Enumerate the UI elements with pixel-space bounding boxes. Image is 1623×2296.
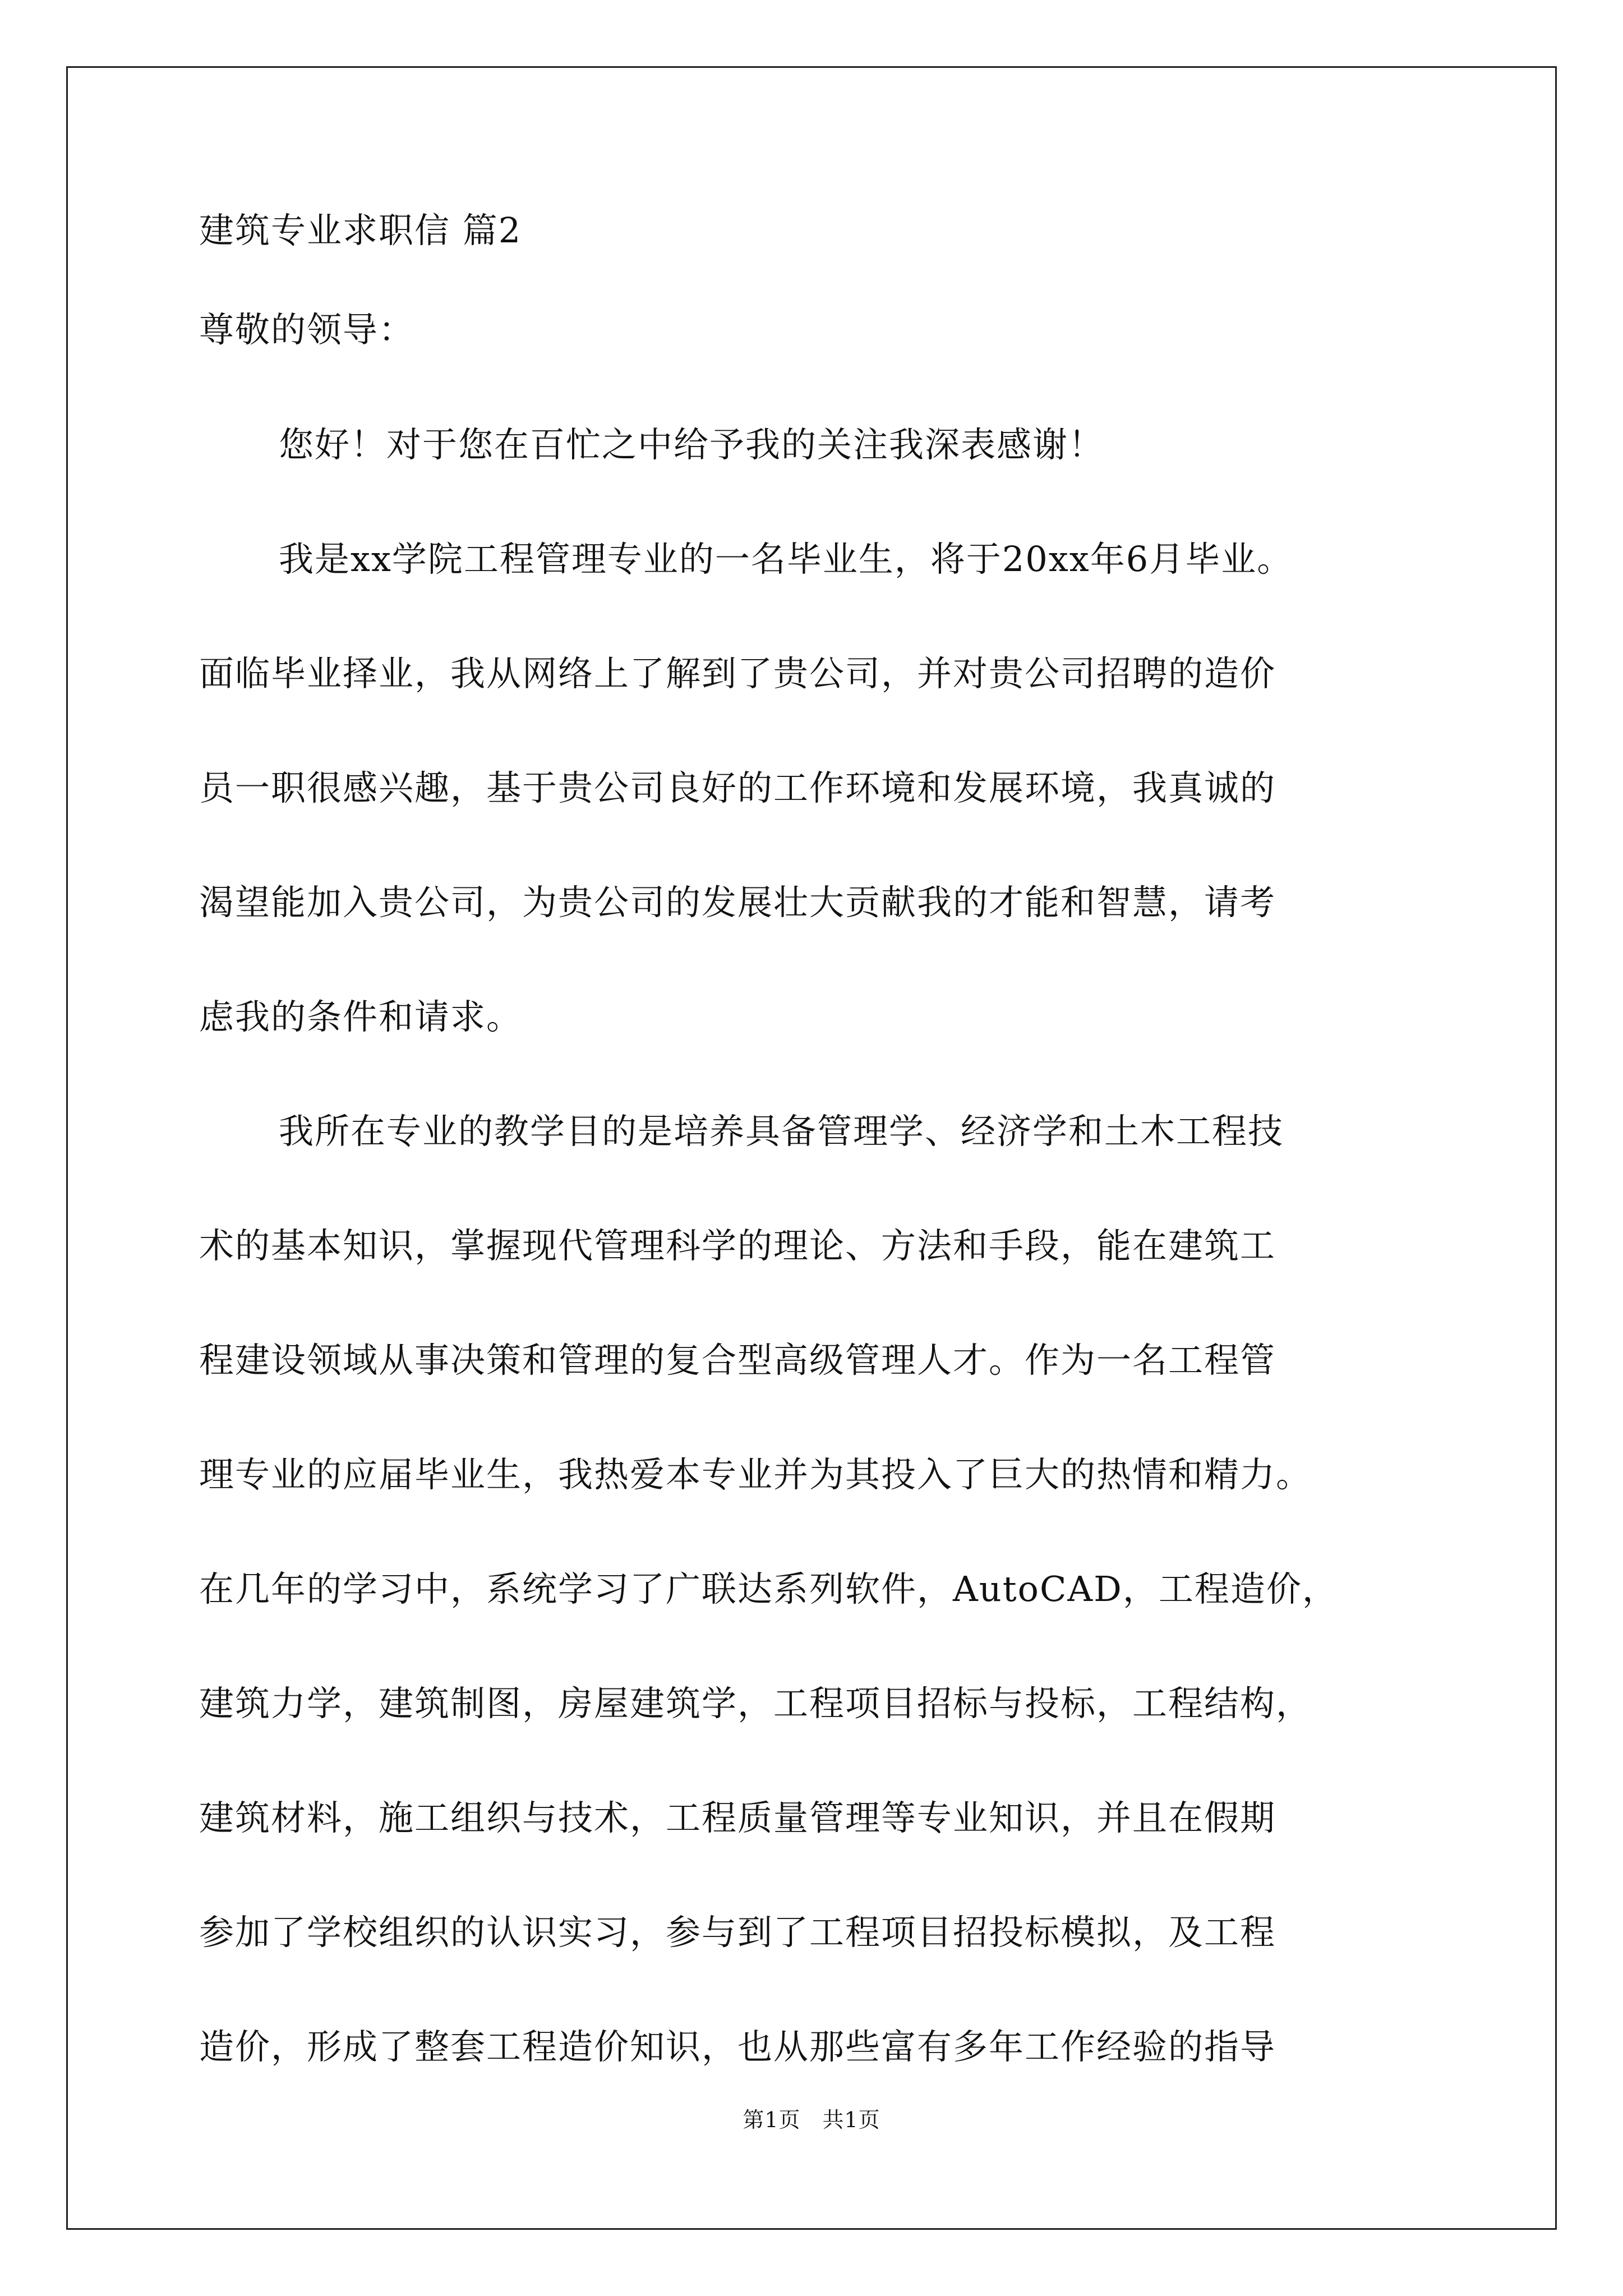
document-title: 建筑专业求职信 篇2 <box>199 210 522 251</box>
body-line: 面临毕业择业，我从网络上了解到了贵公司，并对贵公司招聘的造价 <box>199 653 1276 694</box>
body-line: 理专业的应届毕业生，我热爱本专业并为其投入了巨大的热情和精力。 <box>199 1454 1312 1495</box>
body-line: 虑我的条件和请求。 <box>199 996 523 1037</box>
body-line: 在几年的学习中，系统学习了广联达系列软件，AutoCAD，工程造价， <box>199 1568 1338 1609</box>
body-line: 参加了学校组织的认识实习，参与到了工程项目招投标模拟，及工程 <box>199 1912 1276 1953</box>
salutation: 尊敬的领导： <box>199 309 415 350</box>
document-body <box>199 210 1438 2144</box>
body-line: 员一职很感兴趣，基于贵公司良好的工作环境和发展环境，我真诚的 <box>199 767 1276 808</box>
body-line: 我所在专业的教学目的是培养具备管理学、经济学和土木工程技 <box>279 1111 1284 1152</box>
page-footer: 第1页 共1页 <box>743 2108 880 2132</box>
body-line: 造价，形成了整套工程造价知识，也从那些富有多年工作经验的指导 <box>199 2026 1276 2067</box>
body-line: 建筑材料，施工组织与技术，工程质量管理等专业知识，并且在假期 <box>199 1797 1276 1838</box>
body-line: 建筑力学，建筑制图，房屋建筑学，工程项目招标与投标，工程结构， <box>199 1683 1312 1724</box>
body-line: 我是xx学院工程管理专业的一名毕业生，将于20xx年6月毕业。 <box>279 539 1293 579</box>
body-line: 渴望能加入贵公司，为贵公司的发展壮大贡献我的才能和智慧，请考 <box>199 882 1276 923</box>
body-line: 术的基本知识，掌握现代管理科学的理论、方法和手段，能在建筑工 <box>199 1225 1276 1266</box>
body-line: 程建设领域从事决策和管理的复合型高级管理人才。作为一名工程管 <box>199 1340 1276 1381</box>
body-line: 您好！对于您在百忙之中给予我的关注我深表感谢！ <box>279 424 1105 465</box>
